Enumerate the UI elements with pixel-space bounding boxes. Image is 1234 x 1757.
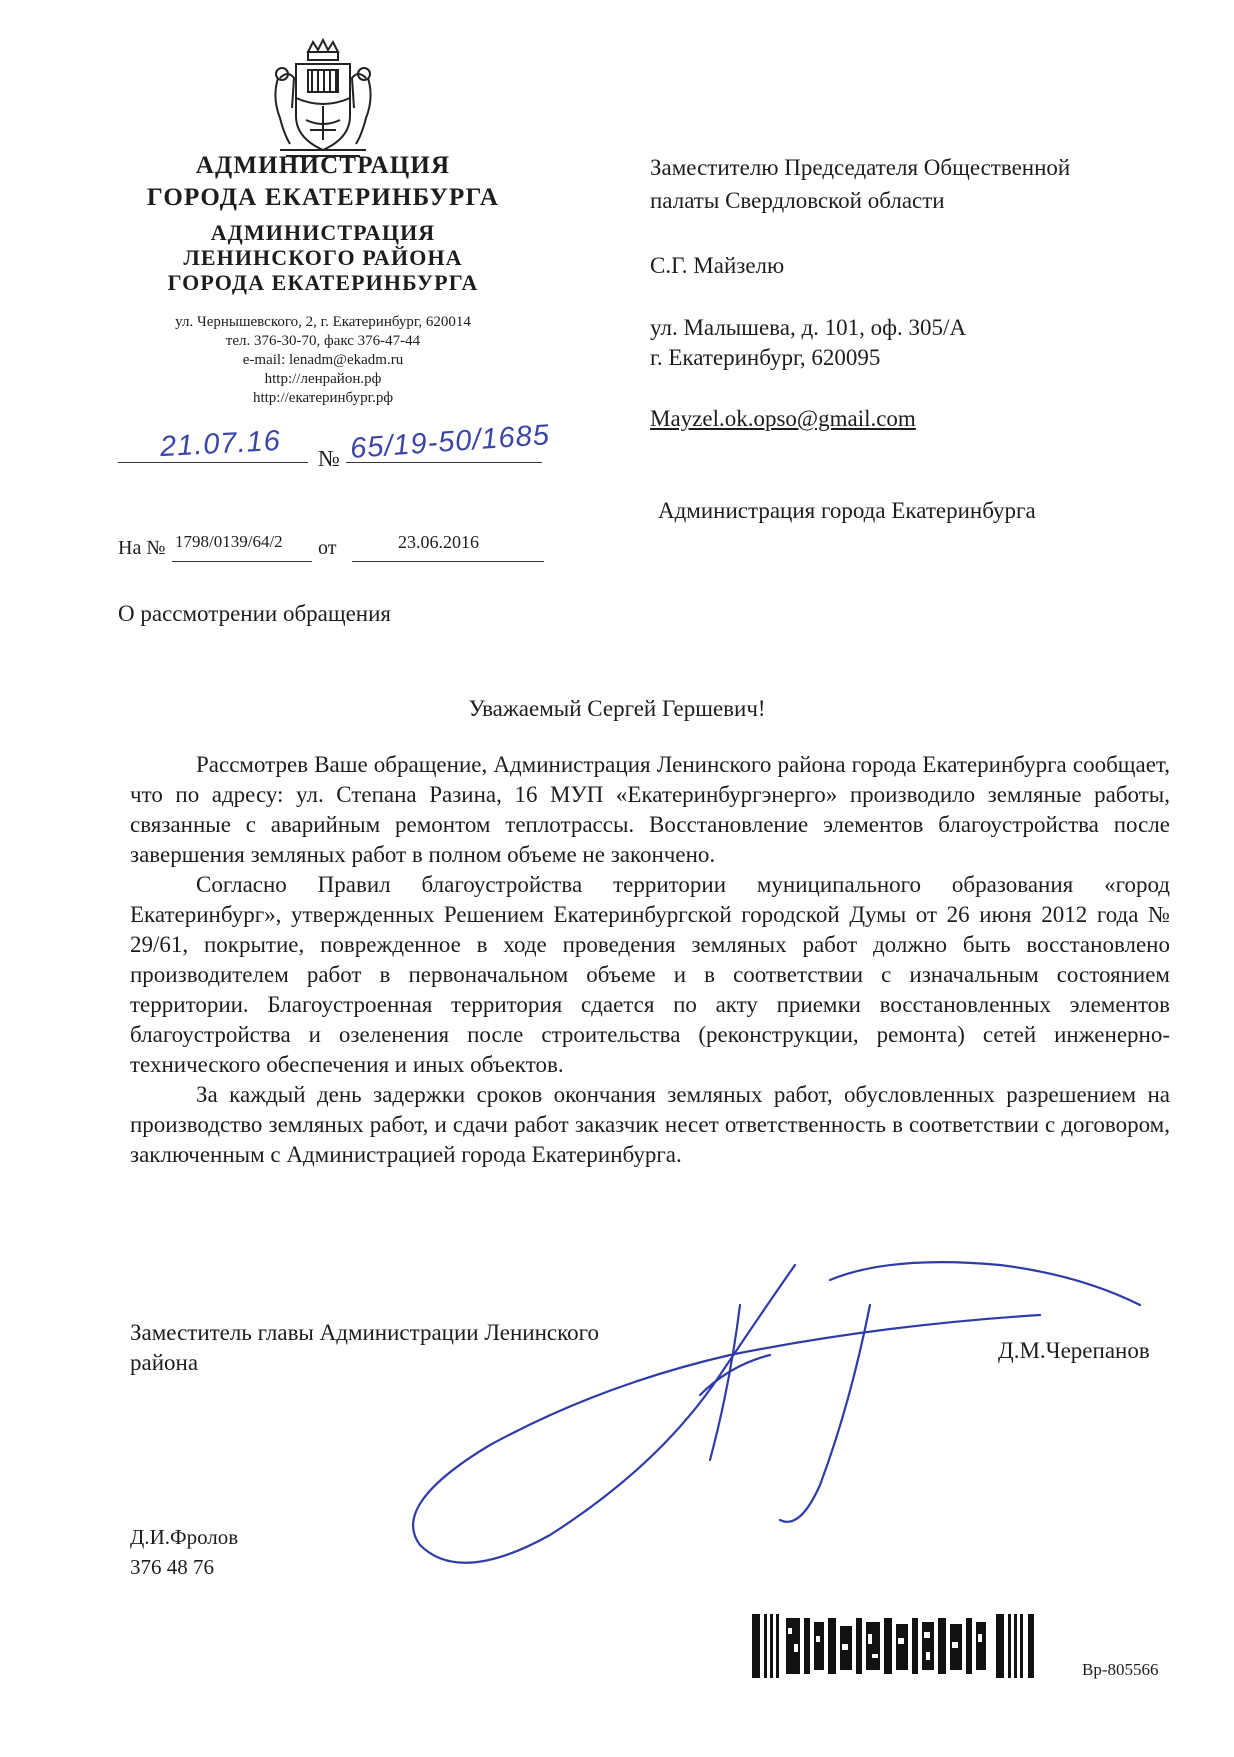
org-site-1: http://ленрайон.рф: [264, 371, 382, 387]
ref-date-underline: [352, 561, 544, 562]
department-name-line1: АДМИНИСТРАЦИЯ: [210, 220, 436, 245]
copy-recipient: Администрация города Екатеринбурга: [658, 498, 1036, 523]
outgoing-number-handwritten: 65/19-50/1685: [349, 419, 551, 465]
org-address: ул. Чернышевского, 2, г. Екатеринбург, 620014: [175, 314, 471, 330]
executor-phone: 376 48 76: [130, 1555, 214, 1579]
recipient-position-line2: палаты Свердловской области: [650, 188, 945, 213]
organization-name-line2: ГОРОДА ЕКАТЕРИНБУРГА: [146, 184, 500, 211]
ref-number: 1798/0139/64/2: [175, 532, 283, 551]
ref-number-underline: [172, 561, 312, 562]
handwritten-signature: [400, 1245, 1160, 1565]
subject-line: О рассмотрении обращения: [118, 601, 391, 626]
org-email: e-mail: lenadm@ekadm.ru: [242, 352, 404, 368]
executor-name: Д.И.Фролов: [130, 1525, 239, 1549]
recipient-email: Mayzel.ok.opso@gmail.com: [650, 406, 916, 431]
letter-body: [130, 750, 1170, 1170]
signer-position-line1: Заместитель главы Администрации Ленинского: [130, 1320, 599, 1345]
barcode-number: Вр-805566: [1082, 1660, 1159, 1679]
ref-from-label: от: [318, 537, 337, 559]
ref-label: На №: [118, 537, 166, 559]
date-underline: [118, 462, 308, 463]
recipient-position-line1: Заместителю Председателя Общественной: [650, 155, 1071, 180]
signer-name: Д.М.Черепанов: [998, 1338, 1150, 1363]
recipient-name: С.Г. Майзелю: [650, 253, 785, 278]
number-label: №: [318, 446, 340, 471]
barcode-icon: [752, 1614, 1057, 1678]
body-paragraph-2: Согласно Правил благоустройства территории муниципального образования «город Екатеринбург», утвержденных Решением Екатеринбургской городской Думы от 26 июня 2012 года № 29/61, покрытие, поврежденное в ходе проведения земляных работ должно быть восстановлено производителем работ в первоначальном объеме и в соответствии с изначальным состоянием территории. Благоустроенная территория сдается по акту приемки восстановленных элементов благоустройства и озеленения после строительства (реконструкции, ремонта) сетей инженерно-технического обеспечения и иных объектов.: [130, 872, 1170, 1077]
recipient-address-line2: г. Екатеринбург, 620095: [650, 345, 881, 370]
org-site-2: http://екатеринбург.рф: [252, 390, 394, 406]
signer-position-line2: района: [130, 1350, 199, 1375]
body-paragraph-3: За каждый день задержки сроков окончания земляных работ, обусловленных разрешением на производство земляных работ, и сдачи работ заказчик несет ответственность в соответствии с договором, заключенным с Администрацией города Екатеринбурга.: [130, 1082, 1170, 1167]
number-underline: [346, 462, 542, 463]
org-phone: тел. 376-30-70, факс 376-47-44: [225, 333, 421, 349]
recipient-address-line1: ул. Малышева, д. 101, оф. 305/А: [650, 315, 967, 340]
department-name-line3: ГОРОДА ЕКАТЕРИНБУРГА: [167, 270, 479, 295]
outgoing-date-handwritten: 21.07.16: [159, 424, 282, 464]
salutation: Уважаемый Сергей Гершевич!: [468, 696, 766, 721]
ref-date: 23.06.2016: [398, 532, 479, 552]
body-paragraph-1: Рассмотрев Ваше обращение, Администрация Ленинского района города Екатеринбурга сообщает, что по адресу: ул. Степана Разина, 16 МУП «Екатеринбургэнерго» производило земляные работы, связанные с аварийным ремонтом теплотрассы. Восстановление элементов благоустройства после завершения земляных работ в полном объеме не закончено.: [130, 752, 1170, 867]
city-coat-of-arms-icon: [268, 38, 378, 166]
organization-name-line1: АДМИНИСТРАЦИЯ: [195, 152, 451, 179]
department-name-line2: ЛЕНИНСКОГО РАЙОНА: [183, 245, 463, 270]
